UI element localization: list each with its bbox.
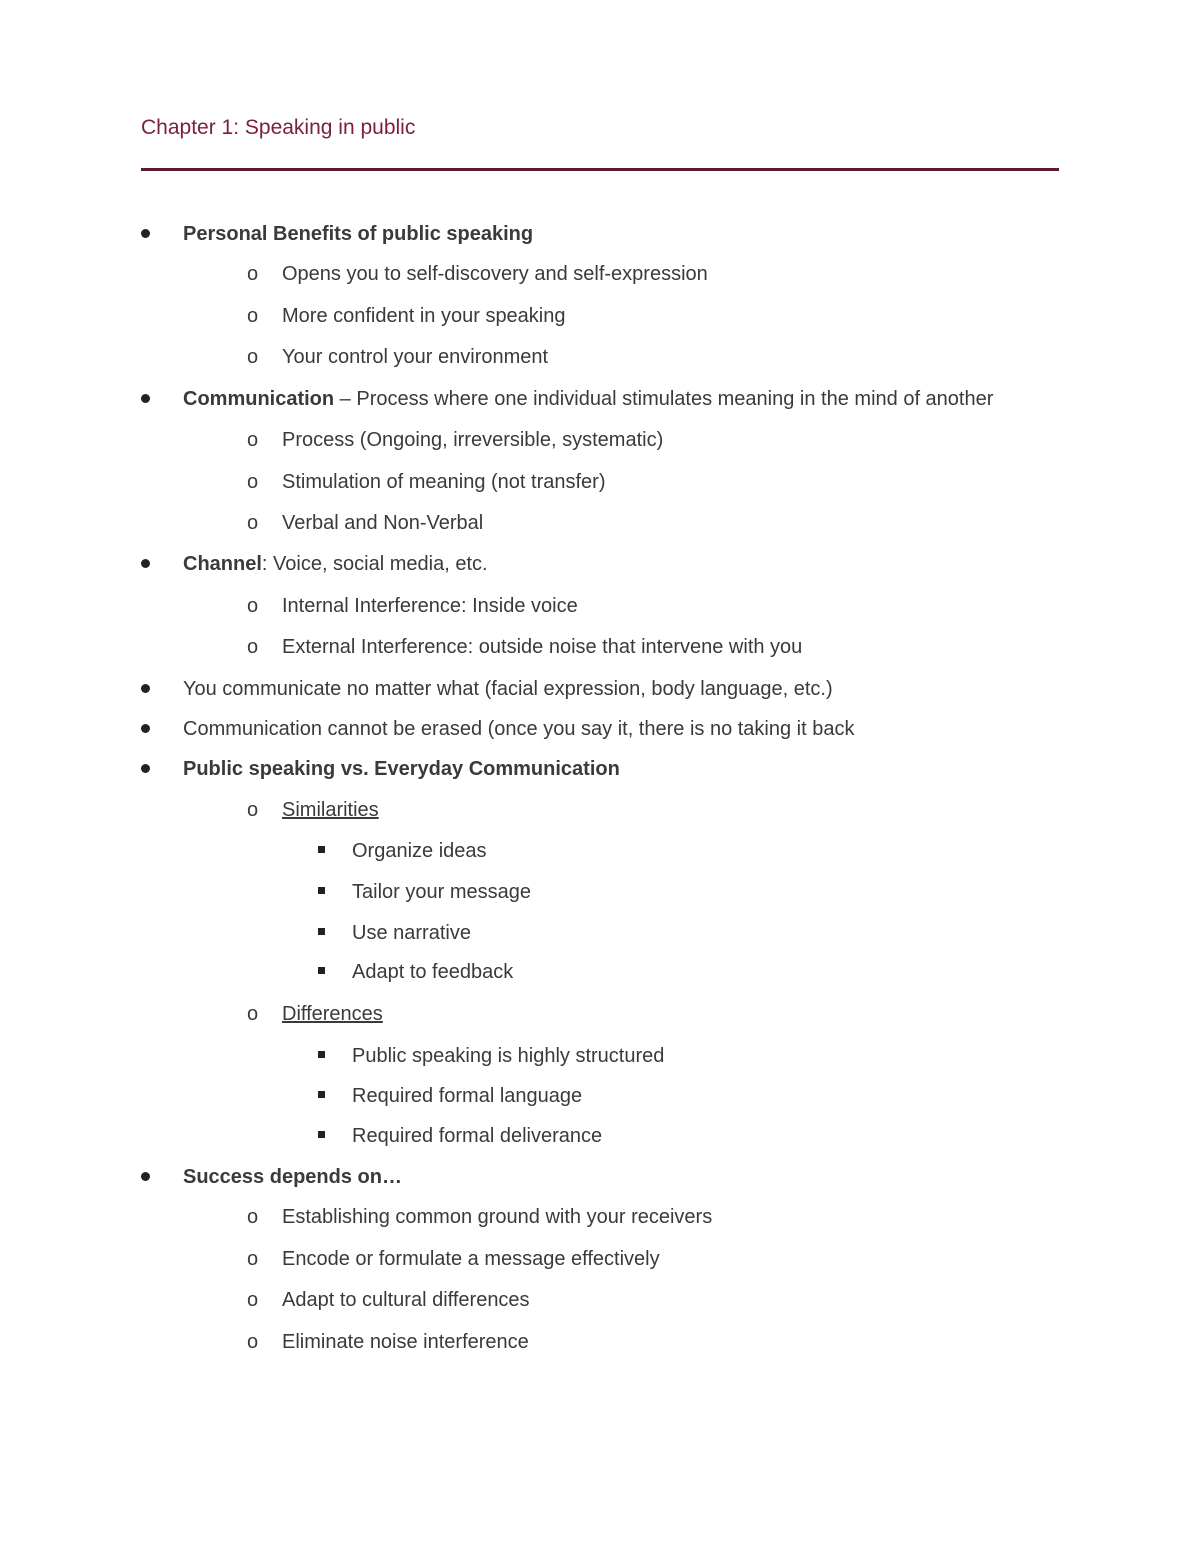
list-item: Eliminate noise interference xyxy=(282,1331,529,1353)
bullet-square xyxy=(318,967,325,974)
term-channel: Channel xyxy=(183,553,262,575)
list-item: Verbal and Non-Verbal xyxy=(282,512,484,534)
bullet-dot xyxy=(141,1172,150,1181)
subheading-similarities: Similarities xyxy=(282,799,379,821)
list-item: Adapt to feedback xyxy=(352,961,514,983)
bullet-circle: o xyxy=(247,346,259,368)
bullet-circle: o xyxy=(247,305,259,327)
bullet-circle: o xyxy=(247,636,259,658)
bullet-dot xyxy=(141,559,150,568)
list-item: Required formal language xyxy=(352,1085,583,1107)
bullet-square xyxy=(318,846,325,853)
bullet-square xyxy=(318,1051,325,1058)
bullet-dot xyxy=(141,724,150,733)
list-item: Internal Interference: Inside voice xyxy=(282,595,578,617)
page-title: Chapter 1: Speaking in public xyxy=(141,116,416,139)
bullet-circle: o xyxy=(247,1331,259,1353)
bullet-circle: o xyxy=(247,799,259,821)
list-item: You communicate no matter what (facial expression, body language, etc.) xyxy=(183,678,833,700)
bullet-square xyxy=(318,928,325,935)
list-item: Tailor your message xyxy=(352,881,531,903)
heading-success: Success depends on… xyxy=(183,1166,402,1188)
bullet-square xyxy=(318,1131,325,1138)
bullet-dot xyxy=(141,764,150,773)
bullet-circle: o xyxy=(247,263,259,285)
bullet-circle: o xyxy=(247,1206,259,1228)
list-item: Organize ideas xyxy=(352,840,487,862)
subheading-differences: Differences xyxy=(282,1003,383,1025)
bullet-dot xyxy=(141,684,150,693)
term-communication: Communication xyxy=(183,388,335,410)
definition-communication xyxy=(183,387,993,411)
list-item: Your control your environment xyxy=(282,346,549,368)
bullet-circle: o xyxy=(247,429,259,451)
definition-channel xyxy=(183,552,488,576)
list-item: Opens you to self-discovery and self-expression xyxy=(282,263,708,285)
bullet-circle: o xyxy=(247,1289,259,1311)
list-item: Use narrative xyxy=(352,922,471,944)
heading-ps-vs-everyday: Public speaking vs. Everyday Communication xyxy=(183,758,620,780)
definition-text: : Voice, social media, etc. xyxy=(261,553,488,575)
bullet-square xyxy=(318,1091,325,1098)
list-item: External Interference: outside noise that intervene with you xyxy=(282,636,803,658)
list-item: Required formal deliverance xyxy=(352,1125,603,1147)
title-rule xyxy=(141,168,1059,171)
list-item: More confident in your speaking xyxy=(282,305,566,327)
bullet-circle: o xyxy=(247,512,259,534)
list-item: Adapt to cultural differences xyxy=(282,1289,530,1311)
bullet-circle: o xyxy=(247,1003,259,1025)
list-item: Encode or formulate a message effectively xyxy=(282,1248,660,1270)
list-item: Stimulation of meaning (not transfer) xyxy=(282,471,606,493)
list-item: Public speaking is highly structured xyxy=(352,1045,665,1067)
list-item: Establishing common ground with your receivers xyxy=(282,1206,713,1228)
bullet-circle: o xyxy=(247,595,259,617)
list-item: Process (Ongoing, irreversible, systematic) xyxy=(282,429,664,451)
bullet-circle: o xyxy=(247,471,259,493)
list-item: Communication cannot be erased (once you say it, there is no taking it back xyxy=(183,718,855,740)
bullet-dot xyxy=(141,229,150,238)
bullet-square xyxy=(318,887,325,894)
heading-personal-benefits: Personal Benefits of public speaking xyxy=(183,223,534,245)
bullet-dot xyxy=(141,394,150,403)
definition-text: – Process where one individual stimulates meaning in the mind of another xyxy=(334,388,994,410)
bullet-circle: o xyxy=(247,1248,259,1270)
